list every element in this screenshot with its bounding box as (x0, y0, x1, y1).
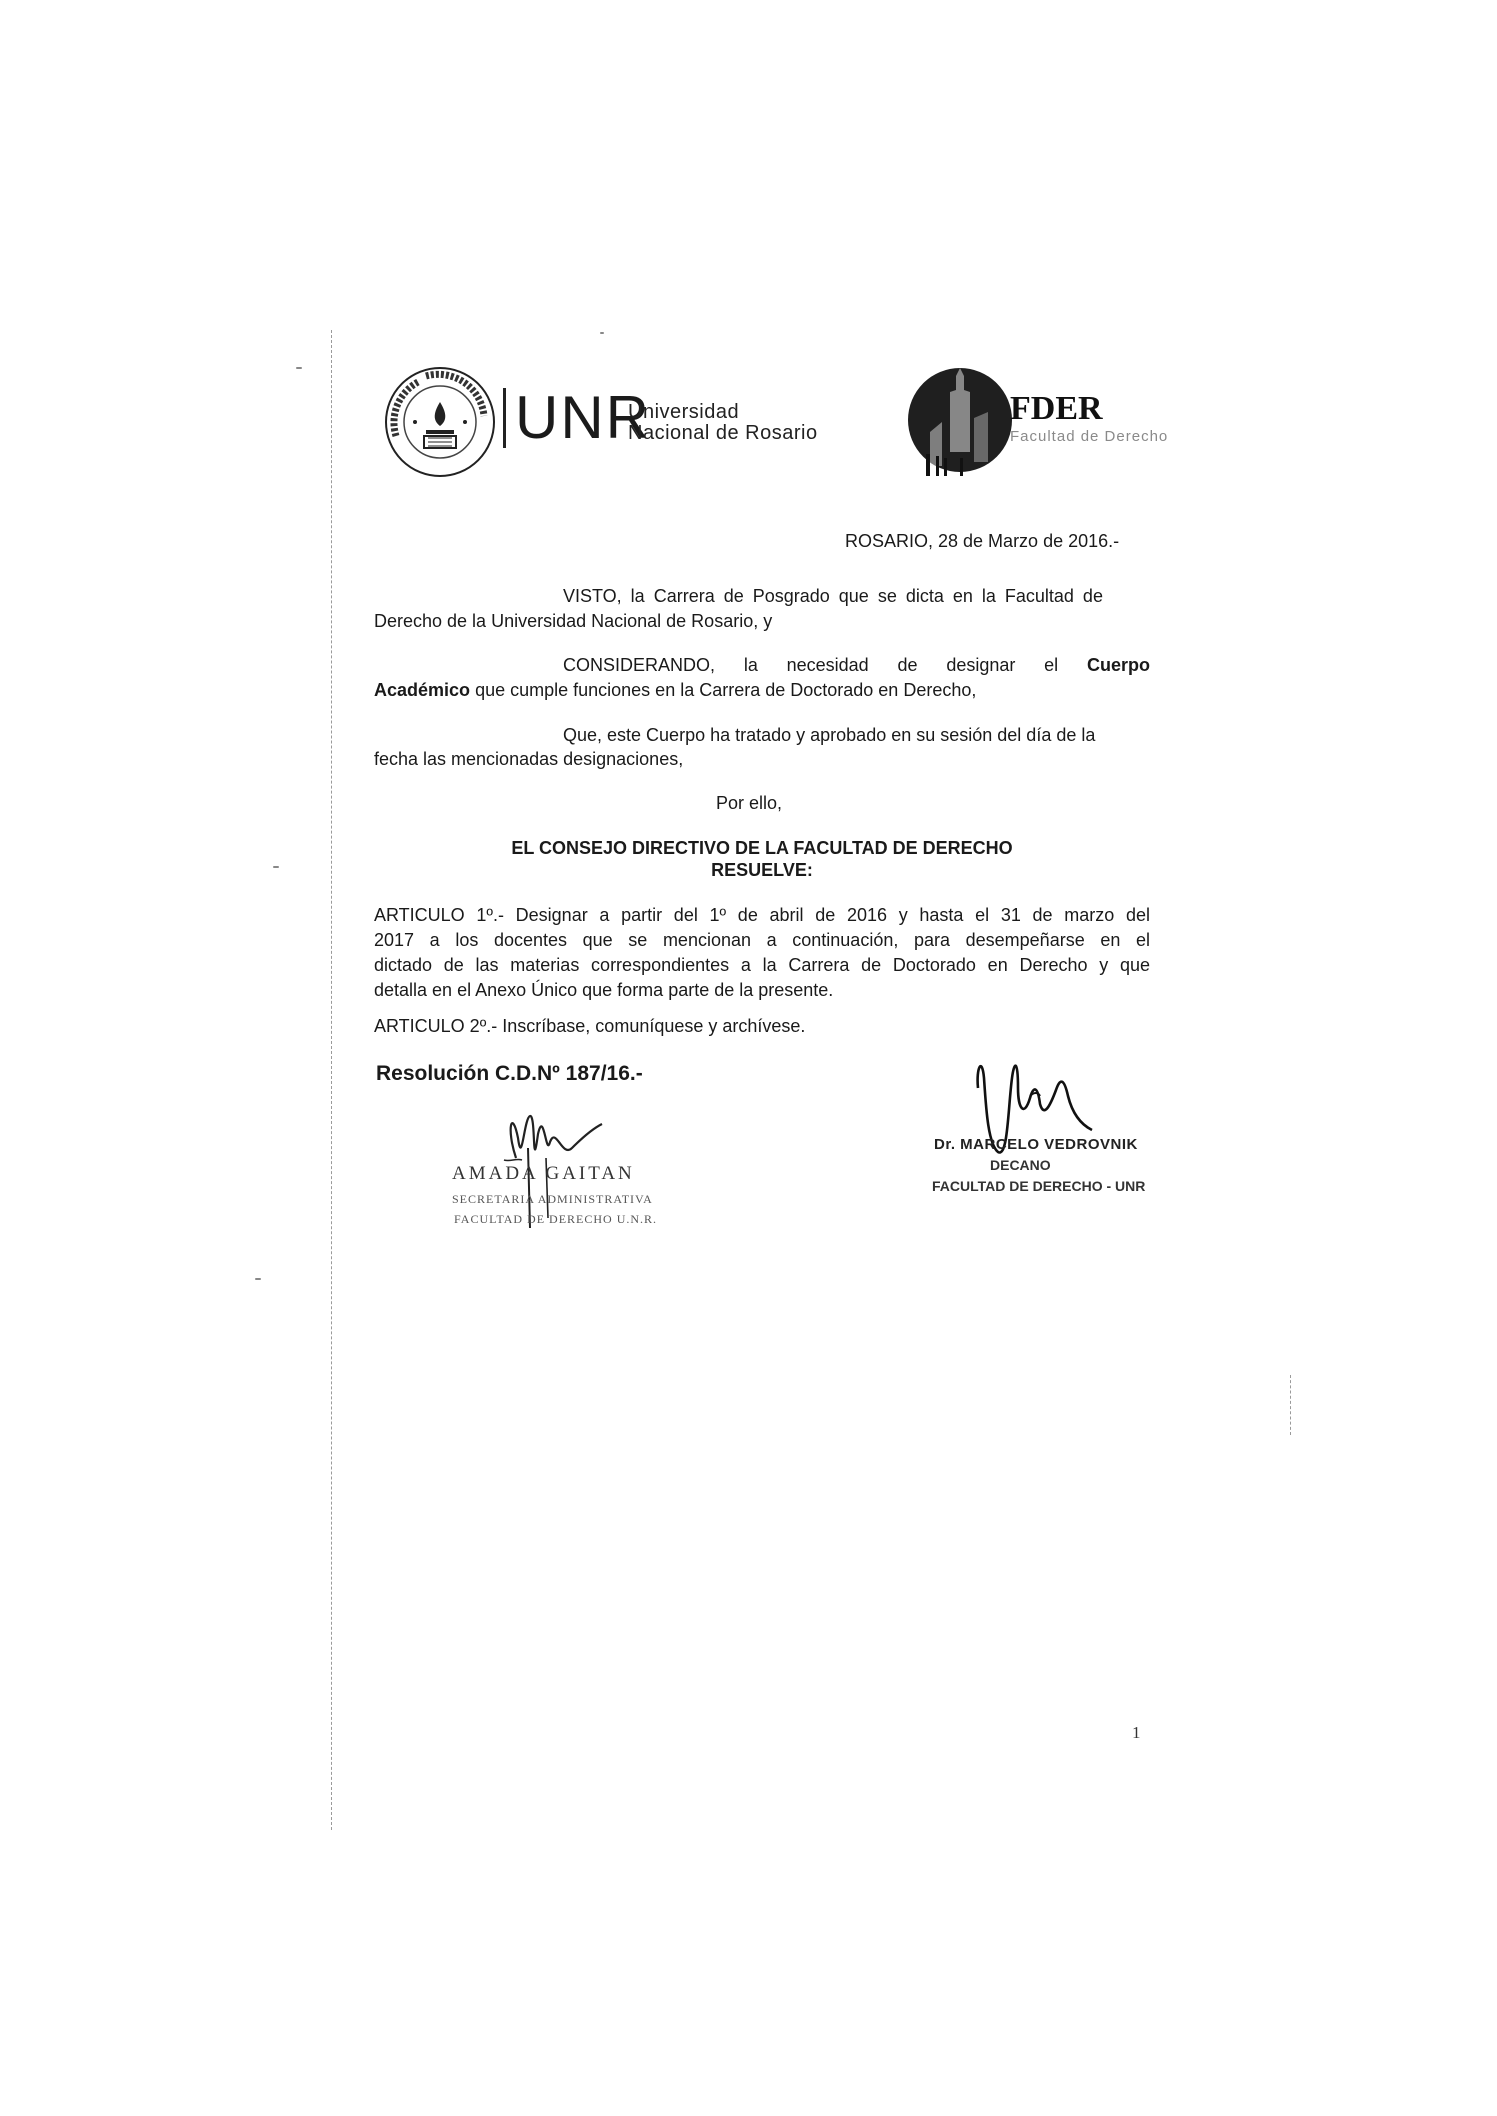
unr-name-line1: Universidad (628, 401, 740, 423)
scan-speck (600, 332, 604, 334)
considerando-line-1 (563, 652, 1150, 678)
visto-line-2: Derecho de la Universidad Nacional de Rosario, y (374, 611, 773, 631)
scan-speck (255, 1278, 261, 1280)
signatory-left-name: AMADA GAITAN (452, 1163, 635, 1184)
unr-full-name (628, 402, 818, 444)
signatory-left-title-2: FACULTAD DE DERECHO U.N.R. (454, 1212, 658, 1226)
scan-speck (296, 367, 302, 369)
unr-wordmark: UNR (515, 384, 651, 451)
unr-divider (503, 388, 506, 448)
articulo1-line-4: detalla en el Anexo Único que forma parte de la presente. (374, 980, 834, 1000)
date-line: ROSARIO, 28 de Marzo de 2016.- (845, 531, 1120, 551)
unr-name-line2: Nacional de Rosario (628, 422, 818, 444)
scan-speck (273, 866, 279, 868)
considerando-rest: que cumple funciones en la Carrera de Doctorado en Derecho, (475, 680, 977, 700)
scan-edge-line (331, 330, 332, 1830)
fder-wordmark: FDER (1010, 390, 1103, 427)
signatory-right-title-1: DECANO (990, 1157, 1051, 1173)
articulo2: ARTICULO 2º.- Inscríbase, comuníquese y archívese. (374, 1016, 806, 1036)
articulo1-line-3: dictado de las materias correspondientes a la Carrera de Doctorado en Derecho y que (374, 955, 1150, 975)
visto-line-1: VISTO, la Carrera de Posgrado que se dicta en la Facultad de (563, 586, 1103, 606)
por-ello: Por ello, (716, 793, 783, 813)
resolucion-number: Resolución C.D.Nº 187/16.- (376, 1062, 643, 1085)
considerando-bold-1: Cuerpo (1087, 655, 1150, 675)
que-line-2: fecha las mencionadas designaciones, (374, 749, 684, 769)
articulo1-line-1: ARTICULO 1º.- Designar a partir del 1º de abril de 2016 y hasta el 31 de marzo del (374, 905, 1150, 925)
scan-edge-line-right (1290, 1375, 1291, 1435)
resuelve-heading: RESUELVE: (711, 860, 813, 880)
fder-emblem-logo (900, 362, 1020, 480)
signatory-right-title-2: FACULTAD DE DERECHO - UNR (932, 1178, 1146, 1194)
unr-seal-logo (382, 364, 498, 480)
articulo1-line-2: 2017 a los docentes que se mencionan a continuación, para desempeñarse en el (374, 930, 1150, 950)
considerando-prefix: CONSIDERANDO, la necesidad de designar el (563, 655, 1059, 675)
signatory-right-name: Dr. MARCELO VEDROVNIK (934, 1136, 1138, 1153)
page-number: 1 (1132, 1723, 1141, 1742)
que-line-1: Que, este Cuerpo ha tratado y aprobado en su sesión del día de la (563, 725, 1096, 745)
signatory-left-title-1: SECRETARIA ADMINISTRATIVA (452, 1192, 653, 1206)
considerando-line-2 (374, 677, 976, 703)
considerando-bold-2: Académico (374, 680, 471, 700)
fder-subtitle: Facultad de Derecho (1010, 428, 1169, 445)
consejo-heading: EL CONSEJO DIRECTIVO DE LA FACULTAD DE DERECHO (511, 838, 1013, 858)
